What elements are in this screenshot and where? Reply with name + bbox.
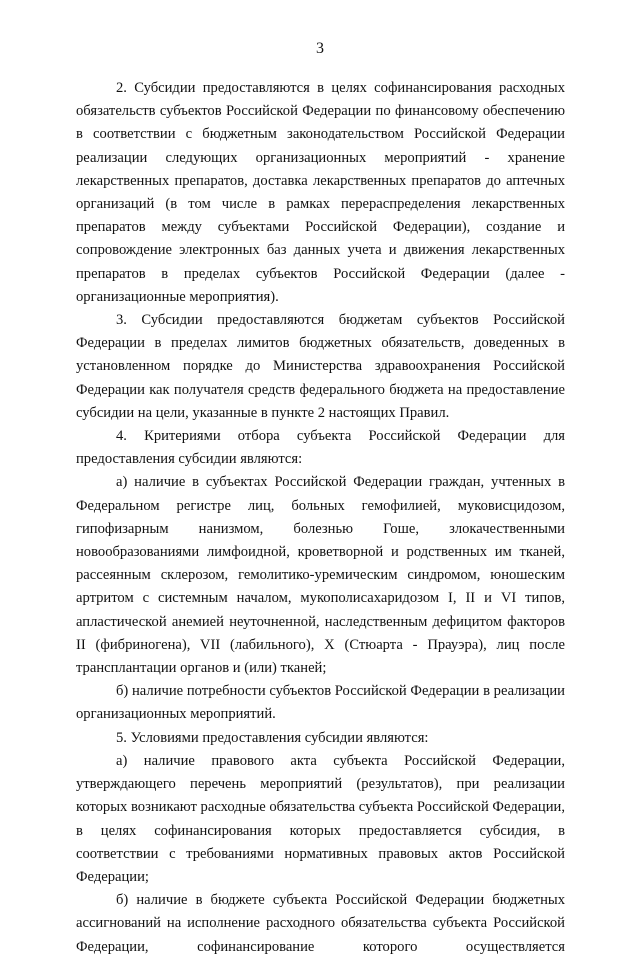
paragraph-5b-budget-allocations: б) наличие в бюджете субъекта Российской Федерации бюджетных ассигнований на исполнение расходного обязательства субъекта Российской Федерации, софинансирование которого осуществляется (76, 892, 565, 955)
document-body (76, 77, 565, 959)
paragraph-4b-need: б) наличие потребности субъектов Российской Федерации в реализации организационных мероприятий. (76, 683, 565, 723)
paragraph-3-subsidies-budgets: 3. Субсидии предоставляются бюджетам субъектов Российской Федерации в пределах лимитов бюджетных обязательств, доведенных в установленном порядке до Министерства здравоохранения Российской Федерации как получателя средств федерального бюджета на предоставление субсидии на цели, указанные в пункте 2 настоящих Правил. (76, 312, 565, 421)
paragraph-4-selection-criteria: 4. Критериями отбора субъекта Российской Федерации для предоставления субсидии являются: (76, 428, 565, 468)
paragraph-2-subsidies-purpose: 2. Субсидии предоставляются в целях софинансирования расходных обязательств субъектов Российской Федерации по финансовому обеспечению в соответствии с бюджетным законодательством Российской Федерации реализации следующих организационных мероприятий - хранение лекарственных препаратов, доставка лекарственных препаратов до аптечных организаций (в том числе в рамках перераспределения лекарственных препаратов между субъектами Российской Федерации), создание и сопровождение электронных баз данных учета и движения лекарственных препаратов в пределах субъектов Российской Федерации (далее - организационные мероприятия). (76, 80, 565, 305)
paragraph-4a-registry-citizens: а) наличие в субъектах Российской Федерации граждан, учтенных в Федеральном регистре лиц, больных гемофилией, муковисцидозом, гипофизарным нанизмом, болезнью Гоше, злокачественными новообразованиями лимфоидной, кроветворной и родственных им тканей, рассеянным склерозом, гемолитико-уремическим синдромом, юношеским артритом с системным началом, мукополисахаридозом I, II и VI типов, апластической анемией неуточненной, наследственным дефицитом факторов II (фибриногена), VII (лабильного), X (Стюарта - Прауэра), лиц после трансплантации органов и (или) тканей; (76, 474, 565, 677)
paragraph-5a-legal-act: а) наличие правового акта субъекта Российской Федерации, утверждающего перечень мероприятий (результатов), при реализации которых возникают расходные обязательства субъекта Российской Федерации, в целях софинансирования которых предоставляется субсидия, в соответствии с требованиями нормативных правовых актов Российской Федерации; (76, 752, 565, 885)
paragraph-5-conditions: 5. Условиями предоставления субсидии являются: (116, 729, 429, 746)
page-number: 3 (316, 40, 324, 57)
